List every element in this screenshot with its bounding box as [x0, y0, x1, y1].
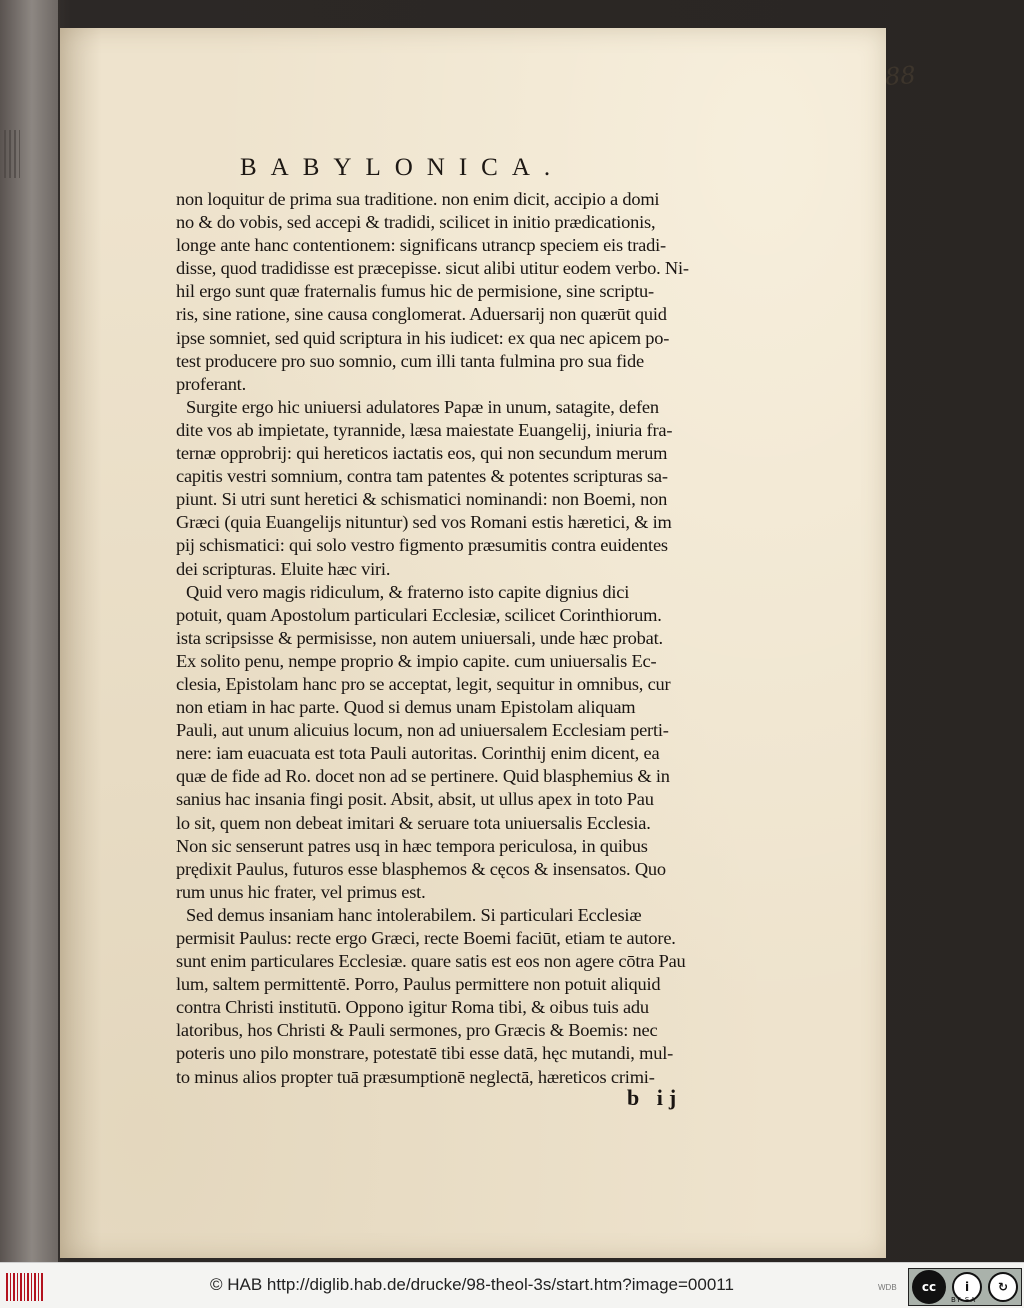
text-line: contra Christi institutū. Oppono igitur Roma tibi, & oibus tuis adu	[176, 997, 649, 1018]
previous-page-edge	[0, 0, 58, 1262]
previous-page-text-fragment	[4, 130, 20, 178]
text-line: nere: iam euacuata est tota Pauli autoritas. Corinthij enim dicent, ea	[176, 743, 660, 764]
text-line: potuit, quam Apostolum particulari Ecclesiæ, scilicet Corinthiorum.	[176, 604, 662, 625]
wdb-mark: WDB	[878, 1283, 897, 1292]
text-line: Ex solito penu, nempe proprio & impio capite. cum uniuersalis Ec-	[176, 650, 657, 671]
text-line: non loquitur de prima sua traditione. non enim dicit, accipio a domi	[176, 189, 660, 209]
text-line: sanius hac insania fingi posit. Absit, absit, ut ullus apex in toto Pau	[176, 789, 654, 810]
text-line: non etiam in hac parte. Quod si demus unam Epistolam aliquam	[176, 697, 636, 718]
text-line: poteris uno pilo monstrare, potestatē tibi esse datā, hęc mutandi, mul-	[176, 1043, 674, 1064]
copyright-link[interactable]: © HAB http://diglib.hab.de/drucke/98-theol-3s/start.htm?image=00011	[210, 1275, 734, 1294]
text-line: Pauli, aut unum alicuius locum, non ad uniuersalem Ecclesiam perti-	[176, 720, 669, 741]
text-line: no & do vobis, sed accepi & tradidi, scilicet in initio prædicationis,	[176, 212, 656, 233]
book-page	[60, 28, 917, 1258]
text-line: latoribus, hos Christi & Pauli sermones, pro Græcis & Boemis: nec	[176, 1020, 658, 1041]
license-labels: BY SA	[951, 1296, 977, 1304]
text-line: quæ de fide ad Ro. docet non ad se pertinere. Quid blasphemius & in	[176, 766, 670, 787]
text-line: test producere pro suo somnio, cum illi tanta fulmina pro sua fide	[176, 350, 644, 371]
text-line: piunt. Si utri sunt heretici & schismatici nominandi: non Boemi, non	[176, 489, 668, 510]
text-line: lo sit, quem non debeat imitari & seruare tota uniuersalis Ecclesia.	[176, 812, 651, 833]
text-line: dei scripturas. Eluite hæc viri.	[176, 558, 391, 579]
viewer-footer	[0, 1262, 1024, 1308]
text-line: dite vos ab impietate, tyrannide, læsa maiestate Euangelij, iniuria fra-	[176, 419, 673, 440]
text-line: clesia, Epistolam hanc pro se acceptat, legit, sequitur in omnibus, cur	[176, 673, 671, 694]
text-line: proferant.	[176, 373, 246, 394]
text-line: Quid vero magis ridiculum, & fraterno isto capite dignius dici	[186, 581, 630, 602]
text-line: Surgite ergo hic uniuersi adulatores Papæ in unum, satagite, defen	[186, 396, 659, 417]
by-attribution-icon: i	[952, 1272, 982, 1302]
text-line: ista scripsisse & permisisse, non autem uniuersali, unde hæc probat.	[176, 627, 663, 648]
text-line: capitis vestri somnium, contra tam patentes & potentes scripturas sa-	[176, 466, 668, 487]
text-line: ipse somniet, sed quid scriptura in his iudicet: ex qua nec apicem po-	[176, 327, 670, 348]
text-line: hil ergo sunt quæ fraternalis fumus hic de permisione, sine scriptu-	[176, 281, 654, 302]
text-line: Sed demus insaniam hanc intolerabilem. Si particulari Ecclesiæ	[186, 904, 642, 925]
text-line: pij schismatici: qui solo vestro figmento præsumitis contra euidentes	[176, 535, 668, 556]
signature-mark: b ij	[627, 1085, 683, 1110]
text-line: disse, quod tradidisse est præcepisse. sicut alibi utitur eodem verbo. Ni-	[176, 258, 689, 279]
text-line: permisit Paulus: recte ergo Græci, recte Boemi faciūt, etiam te autore.	[176, 928, 676, 948]
library-barcode-icon	[6, 1273, 44, 1301]
sa-share-alike-icon: ↻	[988, 1272, 1018, 1302]
text-line: prędixit Paulus, futuros esse blasphemos & cęcos & insensatos. Quo	[176, 858, 666, 879]
running-head: BABYLONICA.	[240, 154, 565, 181]
folio-number: 88	[884, 60, 917, 92]
text-line: Græci (quia Euangelijs nituntur) sed vos Romani estis hæretici, & im	[176, 512, 672, 533]
text-line: longe ante hanc contentionem: significans utrancp speciem eis tradi-	[176, 235, 666, 256]
text-line: ris, sine ratione, sine causa conglomerat. Aduersarij non quærūt quid	[176, 304, 667, 325]
cc-icon: cc	[912, 1270, 946, 1304]
text-line: sunt enim particulares Ecclesiæ. quare satis est eos non agere cōtra Pau	[176, 951, 686, 972]
text-line: to minus alios propter tuā præsumptionē neglectā, hæreticos crimi-	[176, 1066, 655, 1087]
text-line: Non sic senserunt patres usq in hæc tempora periculosa, in quibus	[176, 835, 648, 856]
text-line: ternæ opprobrij: qui hereticos iactatis eos, qui non secundum merum	[176, 443, 668, 464]
text-line: rum unus hic frater, vel primus est.	[176, 881, 426, 902]
text-line: lum, saltem permittentē. Porro, Paulus permittere non potuit aliquid	[176, 974, 661, 995]
text-block	[176, 188, 748, 1089]
